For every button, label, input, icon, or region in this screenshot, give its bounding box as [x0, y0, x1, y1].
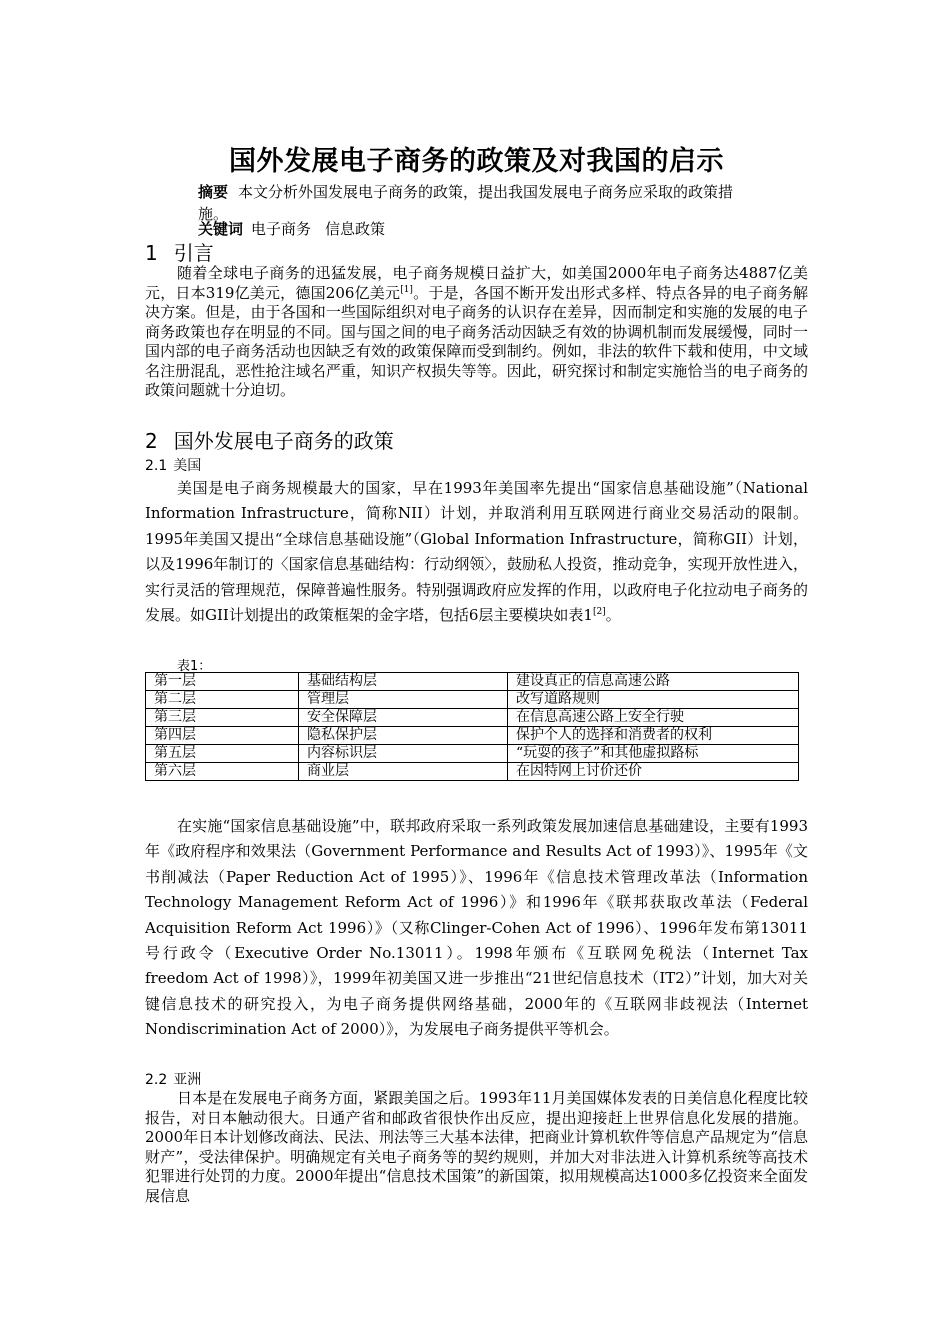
usa-paragraph-1 — [145, 476, 808, 628]
section-heading-2 — [145, 428, 394, 454]
subsection-heading-usa — [145, 457, 201, 475]
subsection-title: 亚洲 — [173, 1072, 202, 1088]
usa-paragraph-2: 在实施“国家信息基础设施”中，联邦政府采取一系列政策发展加速信息基础建设，主要有1993年《政府程序和效果法（Government Performance and Results Act of 1993）》、1995年《文书削减法（Paper Reduction Act of 1995）》、1996年《信息技术管理改革法（Information Technology Management Reform Act of 1996）》和1996年《联邦获取改革法（Federal Acquisition Reform Act 1996）》（又称Clinger-Cohen Act of 1996）、1996年发布第13011号行政令（Executive Order No.13011）。1998年颁布《互联网免税法（Internet Tax freedom Act of 1998）》，1999年初美国又进一步推出“21世纪信息技术（IT2）”计划，加大对关键信息技术的研究投入，为电子商务提供网络基础，2000年的《互联网非歧视法（Internet Nondiscrimination Act of 2000）》，为发展电子商务提供平等机会。 — [145, 817, 808, 1039]
subsection-title: 美国 — [173, 458, 202, 474]
subsection-number: 2.1 — [145, 458, 168, 474]
subsection-number: 2.2 — [145, 1072, 168, 1088]
abstract-text: 本文分析外国发展电子商务的政策，提出我国发展电子商务应采取的政策措施。 — [198, 183, 734, 223]
table-cell: 保护个人的选择和消费者的权利 — [508, 727, 799, 745]
page-title: 国外发展电子商务的政策及对我国的启示 — [229, 146, 724, 177]
table-cell: 隐私保护层 — [299, 727, 508, 745]
section-title: 国外发展电子商务的政策 — [173, 429, 394, 453]
table-row — [146, 709, 799, 727]
section-heading-1 — [145, 240, 214, 266]
table-cell: 第一层 — [146, 673, 299, 691]
table-cell: 商业层 — [299, 763, 508, 781]
paragraph-text: 。于是，各国不断开发出形式多样、特点各异的电子商务解决方案。但是，由于各国和一些国际组织对电子商务的认识存在差异，因而制定和实施的发展的电子商务政策也存在明显的不同。国与国之间的电子商务活动因缺乏有效的协调机制而发展缓慢，同时一国内部的电子商务活动也因缺乏有效的政策保障而受到制约。例如，非法的软件下载和使用，中文域名注册混乱，恶性抢注域名严重，知识产权损失等等。因此，研究探讨和制定实施恰当的电子商务的政策问题就十分迫切。 — [145, 283, 808, 399]
asia-paragraph-1: 日本是在发展电子商务方面，紧跟美国之后。1993年11月美国媒体发表的日美信息化程度比较报告，对日本触动很大。日通产省和邮政省很快作出反应，提出迎接赶上世界信息化发展的措施。2000年日本计划修改商法、民法、刑法等三大基本法律，把商业计算机软件等信息产品规定为“信息财产”，受法律保护。明确规定有关电子商务等的契约规则，并加大对非法进入计算机系统等高技术 犯罪进行处罚的力度。2000年提出“信息技术国策”的新国策，拟用规模高达1000多亿投资来全面发展信息 — [145, 1089, 808, 1205]
section-number: 1 — [145, 241, 158, 265]
policy-pyramid-table — [145, 672, 799, 781]
section-title: 引言 — [173, 241, 214, 265]
paragraph-text: 随着全球电子商务的迅猛发展，电子商务规模日益扩大，如美国2000年电子商务达4887亿美元，日本319亿美元，德国206亿美元 — [145, 264, 808, 302]
citation: [2] — [592, 607, 606, 618]
table-cell: 第三层 — [146, 709, 299, 727]
table-row — [146, 673, 799, 691]
paragraph-text: 。 — [605, 606, 621, 625]
table-cell: 在信息高速公路上安全行驶 — [508, 709, 799, 727]
table-cell: “玩耍的孩子”和其他虚拟路标 — [508, 745, 799, 763]
section-number: 2 — [145, 429, 158, 453]
keywords-label: 关键词 — [198, 220, 244, 238]
table-cell: 内容标识层 — [299, 745, 508, 763]
table-cell: 第六层 — [146, 763, 299, 781]
table-row — [146, 727, 799, 745]
table-cell: 安全保障层 — [299, 709, 508, 727]
keyword: 电子商务 — [251, 220, 312, 238]
table-cell: 在因特网上讨价还价 — [508, 763, 799, 781]
abstract-label: 摘要 — [198, 183, 229, 201]
table-cell: 管理层 — [299, 691, 508, 709]
table-cell: 建设真正的信息高速公路 — [508, 673, 799, 691]
table-row — [146, 745, 799, 763]
paragraph-text: 美国是电子商务规模最大的国家，早在1993年美国率先提出“国家信息基础设施”（National Information Infrastructure，简称NII）计划，并取消利用互联网进行商业交易活动的限制。1995年美国又提出“全球信息基础设施”（Global Information Infrastructure，简称GII）计划，以及1996年制订的〈国家信息基础结构：行动纲领〉，鼓励私人投资，推动竞争，实现开放性进入，实行灵活的管理规范，保障普遍性服务。特别强调政府应发挥的作用，以政府电子化拉动电子商务的发展。如GII计划提出的政策框架的金字塔，包括6层主要模块如表1 — [145, 479, 808, 625]
keyword: 信息政策 — [325, 220, 386, 238]
table-cell: 第五层 — [146, 745, 299, 763]
table-cell: 基础结构层 — [299, 673, 508, 691]
intro-paragraph — [145, 264, 808, 401]
table-row — [146, 763, 799, 781]
table-cell: 第四层 — [146, 727, 299, 745]
table-cell: 改写道路规则 — [508, 691, 799, 709]
table-row — [146, 691, 799, 709]
table-caption: 表1： — [177, 659, 212, 674]
table-cell: 第二层 — [146, 691, 299, 709]
subsection-heading-asia — [145, 1071, 201, 1089]
citation: [1] — [400, 284, 413, 295]
keywords — [198, 218, 399, 240]
